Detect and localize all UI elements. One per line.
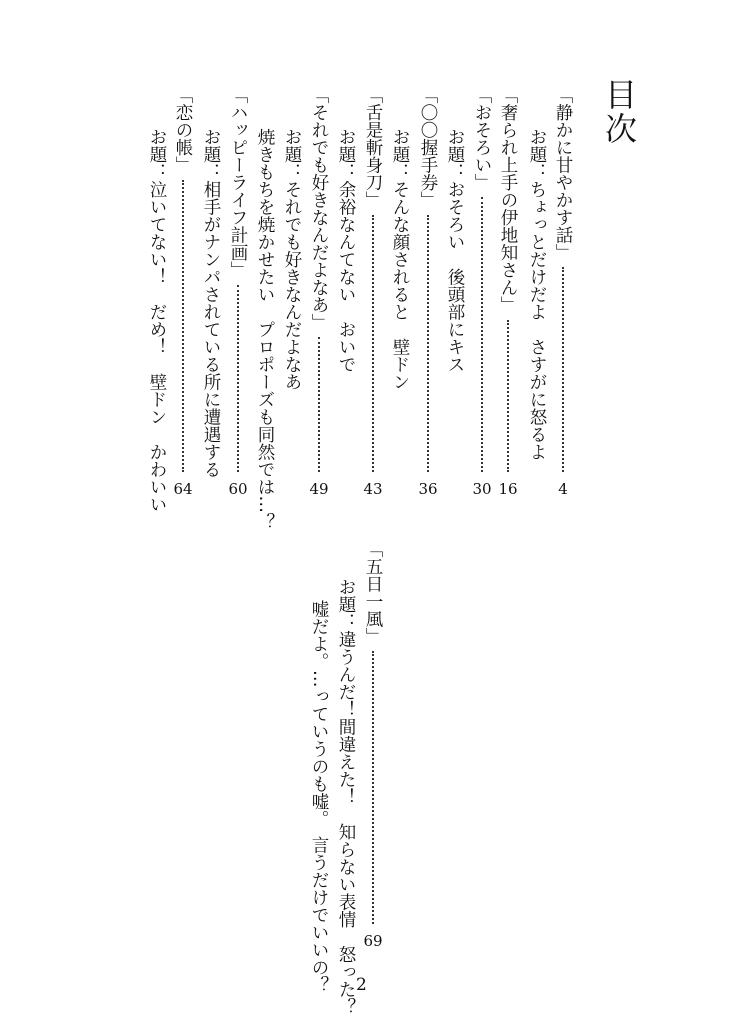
toc-entry[interactable] bbox=[469, 86, 495, 498]
dot-leader bbox=[237, 285, 239, 473]
toc-entry[interactable] bbox=[170, 86, 196, 498]
entry-subtitle bbox=[306, 600, 332, 994]
dot-leader bbox=[481, 197, 483, 472]
toc-entry[interactable] bbox=[360, 86, 386, 498]
toc-entry[interactable] bbox=[415, 86, 441, 498]
entry-subtitle bbox=[442, 128, 468, 373]
entry-title: 「〇〇握手券」 bbox=[418, 86, 438, 209]
page-number: 43 bbox=[363, 480, 383, 498]
toc-entry[interactable] bbox=[360, 540, 386, 950]
entry-subtitle bbox=[524, 128, 550, 461]
entry-subtitle bbox=[144, 128, 170, 513]
subtitle-text: お題：ちょっとだけだよ さすがに怒るよ bbox=[527, 128, 547, 461]
entry-subtitle bbox=[252, 128, 278, 531]
subtitle-text: お題：違うんだ！間違えた！ 知らない表情 怒った？ bbox=[336, 578, 356, 1016]
entry-title: 「それでも好きなんだよなあ」 bbox=[309, 86, 329, 331]
page-number: 64 bbox=[173, 480, 193, 498]
page-number: 60 bbox=[228, 480, 248, 498]
dot-leader bbox=[182, 180, 184, 473]
dot-leader bbox=[507, 320, 509, 473]
page-number: 49 bbox=[309, 480, 329, 498]
page-folio: 2 bbox=[356, 975, 367, 995]
page-number: 36 bbox=[418, 480, 438, 498]
entry-subtitle bbox=[198, 128, 224, 478]
subtitle-text: お題：余裕なんてない おいで bbox=[336, 128, 356, 373]
entry-subtitle bbox=[333, 128, 359, 373]
entry-title: 「奢られ上手の伊地知さん」 bbox=[498, 86, 518, 314]
entry-title: 「ハッピーライフ計画」 bbox=[228, 86, 248, 279]
entry-subtitle bbox=[387, 128, 413, 391]
entry-title: 「舌是斬身刀」 bbox=[363, 86, 383, 209]
toc-entry[interactable] bbox=[306, 86, 332, 498]
dot-leader bbox=[318, 337, 320, 472]
toc-entry[interactable] bbox=[550, 86, 576, 498]
page-number: 69 bbox=[363, 932, 383, 950]
subtitle-text: お題：おそろい 後頭部にキス bbox=[445, 128, 465, 373]
entry-title: 「恋の帳」 bbox=[173, 86, 193, 174]
subtitle-text: お題：それでも好きなんだよなあ bbox=[282, 128, 302, 391]
dot-leader bbox=[427, 215, 429, 473]
entry-title: 「五日一風」 bbox=[363, 540, 383, 645]
toc-entry[interactable] bbox=[495, 86, 521, 498]
subtitle-text: お題：そんな顔されると 壁ドン bbox=[390, 128, 410, 391]
entry-title: 「静かに甘やかす話」 bbox=[553, 86, 573, 261]
dot-leader bbox=[372, 215, 374, 473]
page-number: 30 bbox=[472, 480, 492, 498]
dot-leader bbox=[562, 267, 564, 472]
subtitle-text: 焼きもちを焼かせたい プロポーズも同然では…？ bbox=[255, 128, 275, 531]
dot-leader bbox=[372, 651, 374, 924]
entry-subtitle bbox=[333, 578, 359, 1016]
page-number: 16 bbox=[498, 480, 518, 498]
toc-heading: 目次 bbox=[600, 78, 638, 146]
entry-subtitle bbox=[279, 128, 305, 391]
subtitle-text: お題：相手がナンパされている所に遭遇する bbox=[201, 128, 221, 478]
page-number: 4 bbox=[558, 480, 568, 498]
toc-entry[interactable] bbox=[225, 86, 251, 498]
subtitle-text: お題：泣いてない！ だめ！ 壁ドン かわいい bbox=[147, 128, 167, 513]
subtitle-text: 嘘だよ。…っていうのも嘘。 言うだけでいいの？ bbox=[309, 600, 329, 994]
entry-title: 「おそろい」 bbox=[472, 86, 492, 191]
